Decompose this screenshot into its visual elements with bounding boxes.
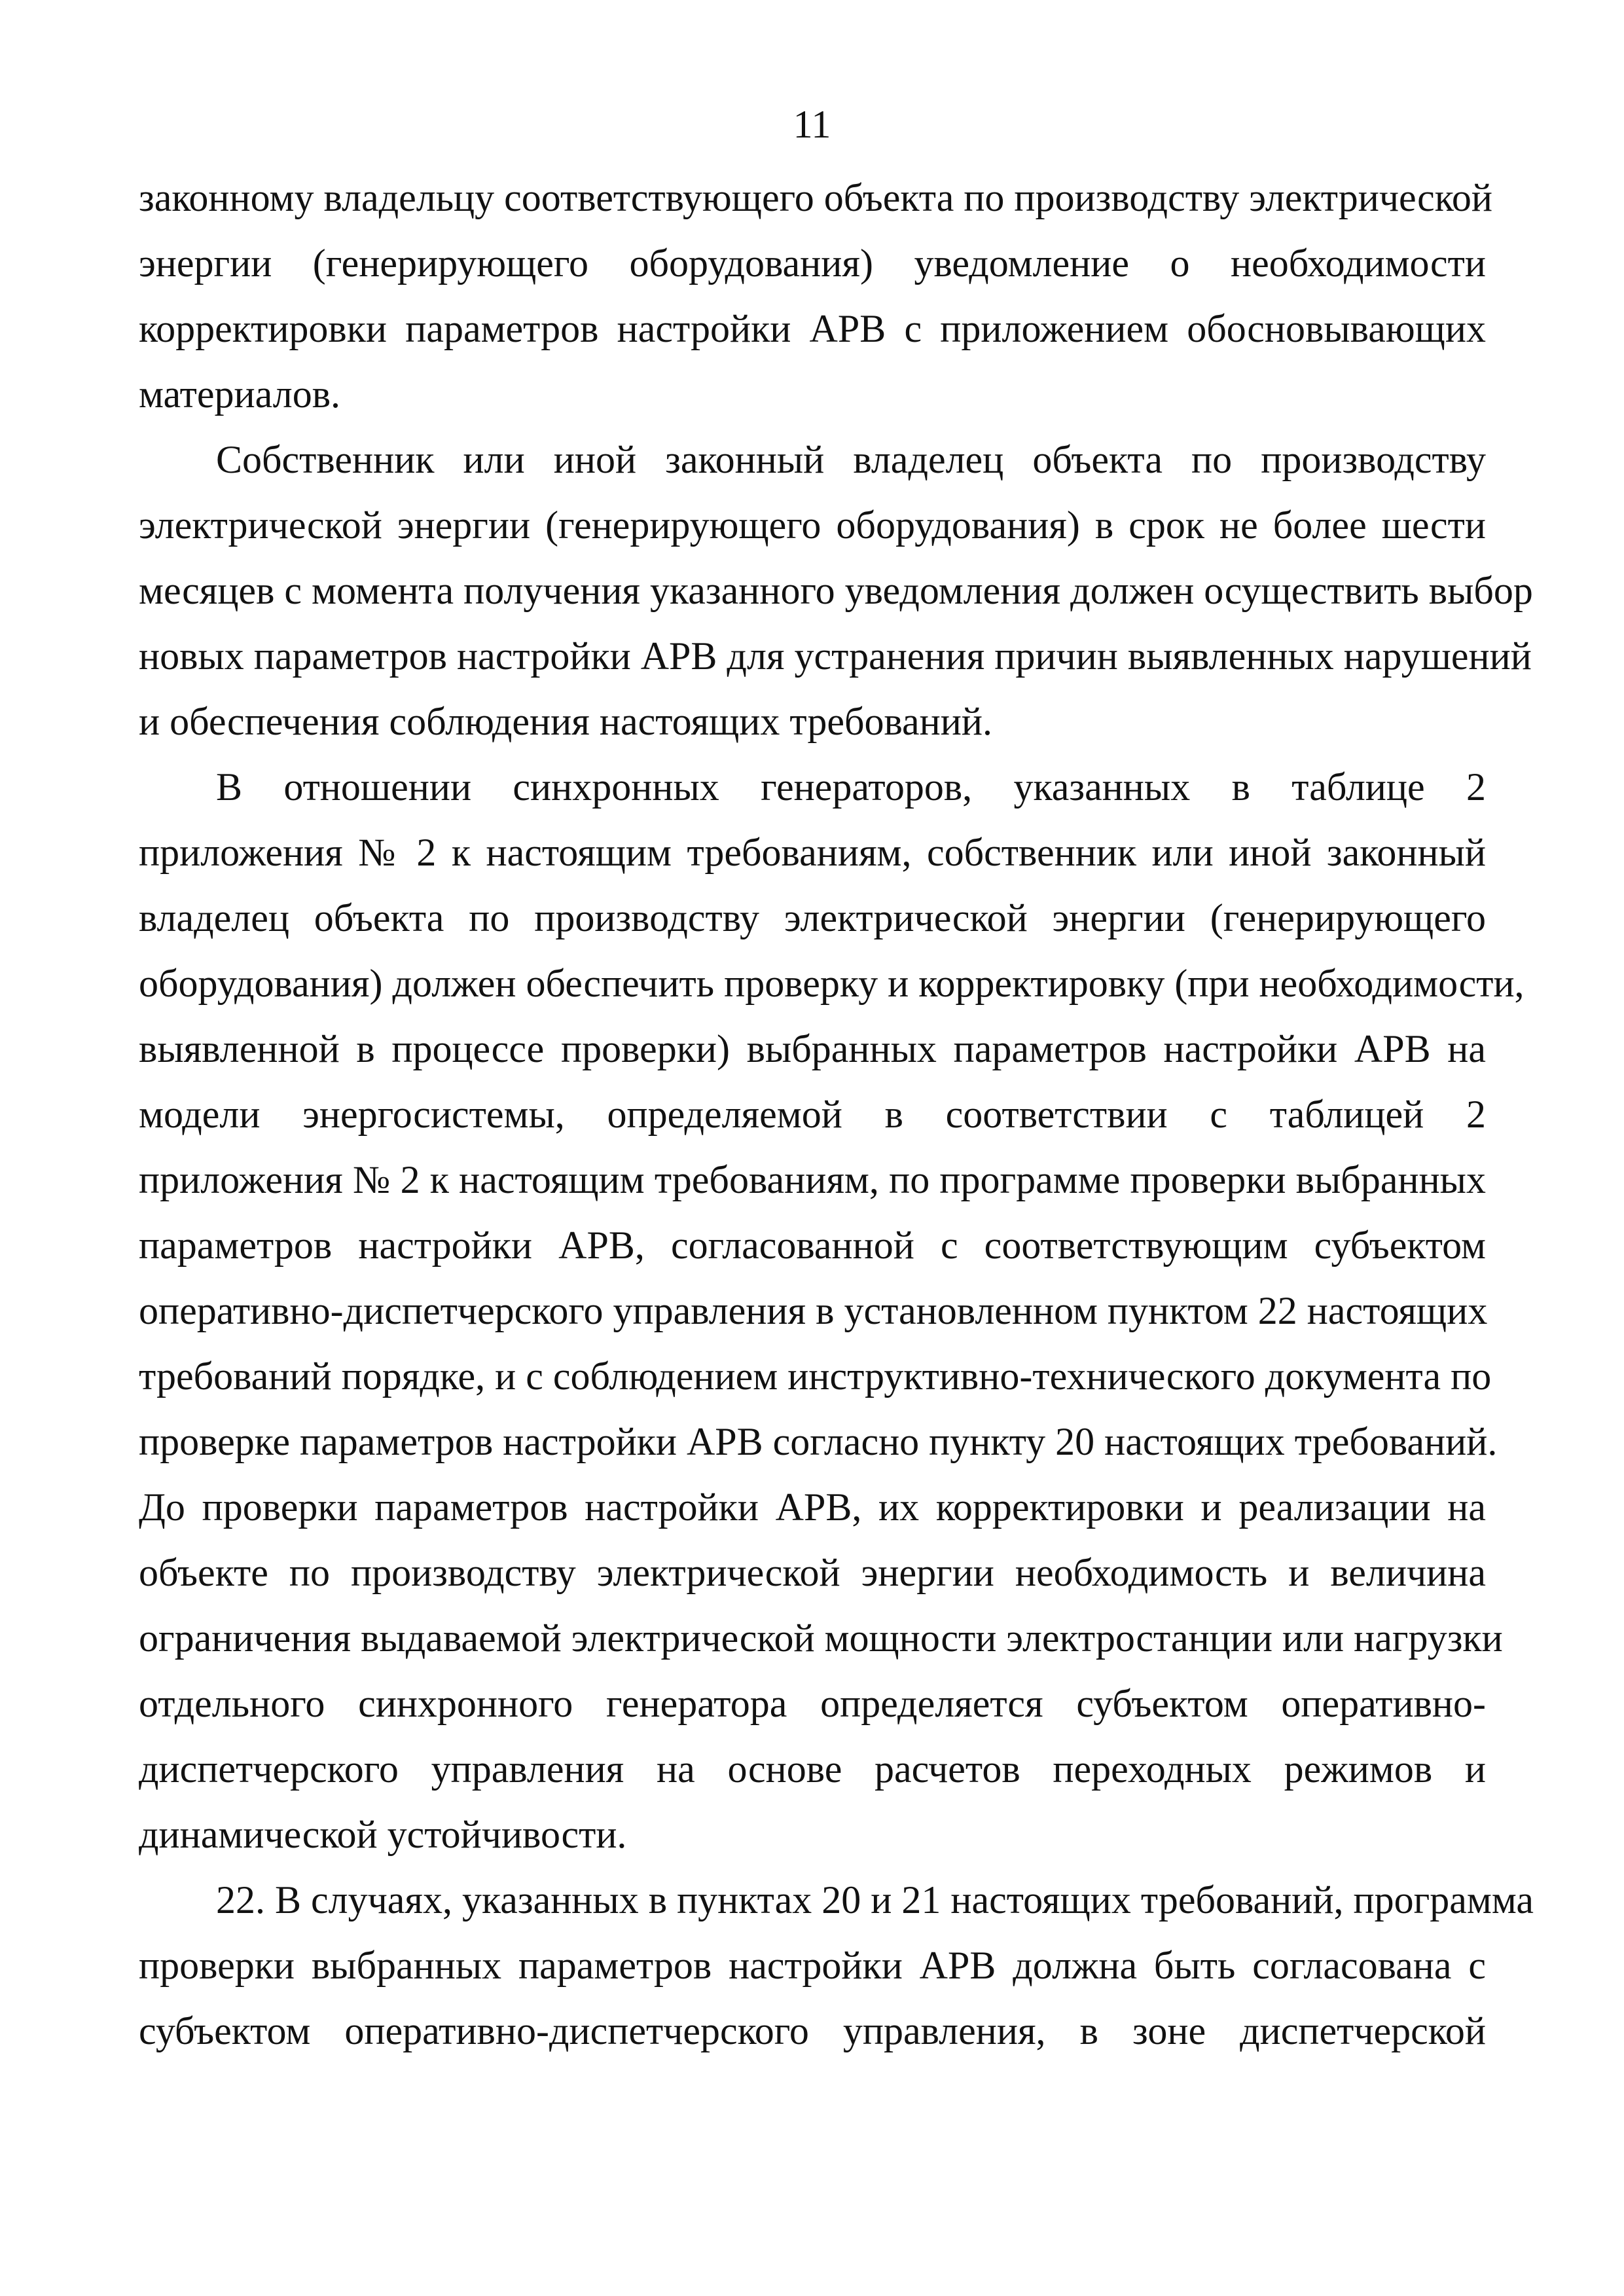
text-line: параметров настройки АРВ, согласованной с соответствующим субъектом [139,1224,1486,1267]
text-line: оперативно-диспетчерского управления в установленном пунктом 22 настоящих [139,1289,1488,1332]
text-line: электрической энергии (генерирующего оборудования) в срок не более шести [139,503,1486,547]
text-line: новых параметров настройки АРВ для устранения причин выявленных нарушений [139,634,1532,678]
text-line: требований порядке, и с соблюдением инструктивно-технического документа по [139,1355,1492,1398]
text-line: объекте по производству электрической энергии необходимость и величина [139,1551,1486,1594]
text-line: проверки выбранных параметров настройки АРВ должна быть согласована с [139,1944,1486,1987]
text-line: приложения № 2 к настоящим требованиям, по программе проверки выбранных [139,1158,1486,1201]
text-line: проверке параметров настройки АРВ согласно пункту 20 настоящих требований. [139,1420,1498,1463]
text-line: месяцев с момента получения указанного уведомления должен осуществить выбор [139,569,1533,612]
text-line: Собственник или иной законный владелец объекта по производству [216,438,1486,481]
text-line: выявленной в процессе проверки) выбранных параметров настройки АРВ на [139,1027,1486,1070]
text-line: и обеспечения соблюдения настоящих требований. [139,700,993,743]
body-text [139,165,1534,2064]
text-line: законному владельцу соответствующего объекта по производству электрической [139,176,1493,219]
text-line: владелец объекта по производству электрической энергии (генерирующего [139,896,1486,939]
text-line: диспетчерского управления на основе расчетов переходных режимов и [139,1747,1486,1791]
text-line: динамической устойчивости. [139,1813,627,1856]
text-line: энергии (генерирующего оборудования) уведомление о необходимости [139,242,1486,285]
text-line: отдельного синхронного генератора определяется субъектом оперативно- [139,1682,1486,1725]
page-number: 11 [793,103,831,146]
text-line: материалов. [139,373,341,416]
text-line: ограничения выдаваемой электрической мощности электростанции или нагрузки [139,1616,1503,1660]
text-line: 22. В случаях, указанных в пунктах 20 и 21 настоящих требований, программа [216,1878,1534,1922]
text-line: приложения № 2 к настоящим требованиям, собственник или иной законный [139,831,1486,874]
text-line: До проверки параметров настройки АРВ, их корректировки и реализации на [139,1485,1486,1529]
text-line: В отношении синхронных генераторов, указанных в таблице 2 [216,765,1486,809]
text-line: модели энергосистемы, определяемой в соответствии с таблицей 2 [139,1093,1486,1136]
text-line: корректировки параметров настройки АРВ с приложением обосновывающих [139,307,1486,350]
text-line: оборудования) должен обеспечить проверку и корректировку (при необходимости, [139,962,1525,1005]
text-line: субъектом оперативно-диспетчерского управления, в зоне диспетчерской [139,2009,1486,2052]
